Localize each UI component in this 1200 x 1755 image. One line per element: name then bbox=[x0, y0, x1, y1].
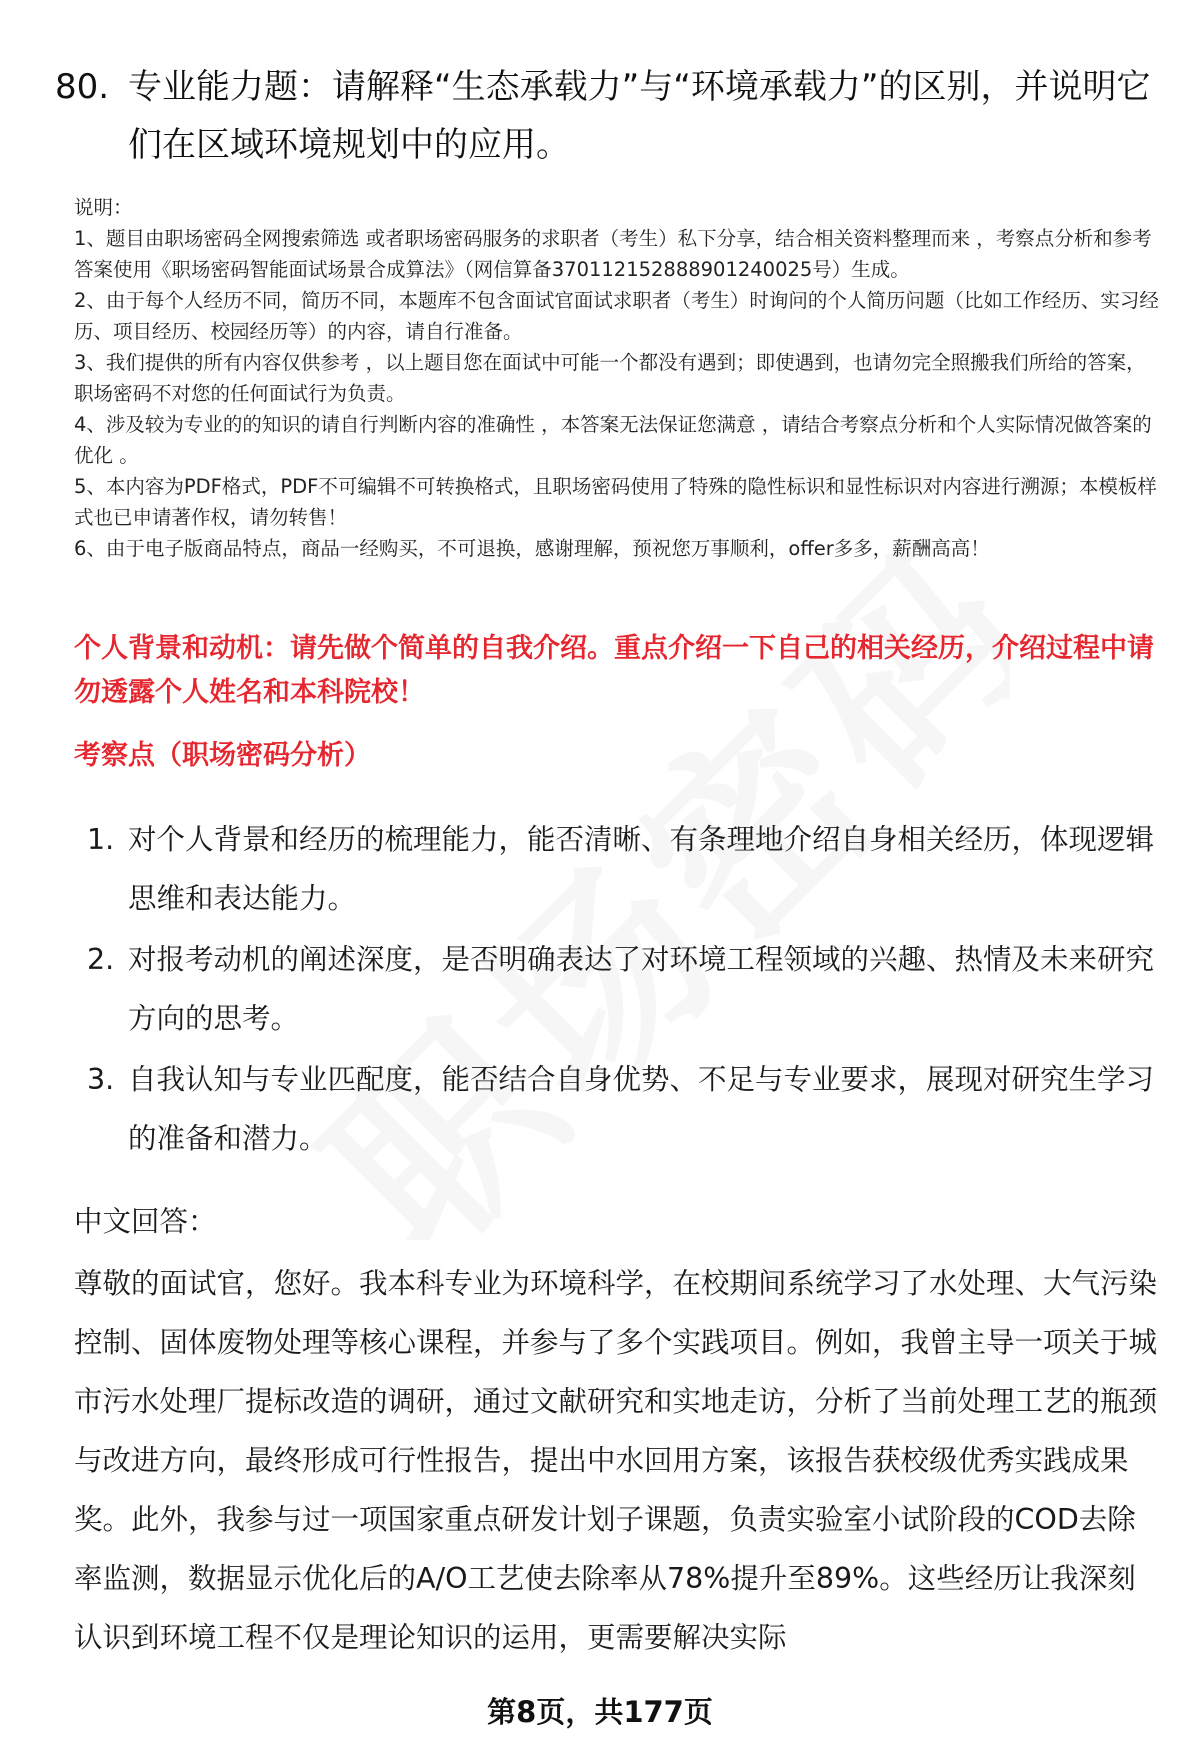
list-item-text: 自我认知与专业匹配度，能否结合自身优势、不足与专业要求，展现对研究生学习的准备和潜力。 bbox=[128, 1063, 1155, 1155]
notes-line: 4、涉及较为专业的的知识的请自行判断内容的准确性 ，本答案无法保证您满意 ，请结合考察点分析和个人实际情况做答案的优化 。 bbox=[74, 413, 1152, 467]
notes-line: 2、由于每个人经历不同，简历不同，本题库不包含面试官面试求职者（考生）时询问的个人简历问题（比如工作经历、实习经历、项目经历、校园经历等）的内容，请自行准备。 bbox=[74, 289, 1159, 343]
notes-line: 说明： bbox=[74, 196, 133, 219]
disclaimer-notes bbox=[74, 192, 1159, 564]
list-item-text: 对个人背景和经历的梳理能力，能否清晰、有条理地介绍自身相关经历，体现逻辑思维和表达能力。 bbox=[128, 823, 1155, 915]
answer-body: 尊敬的面试官，您好。我本科专业为环境科学，在校期间系统学习了水处理、大气污染控制、固体废物处理等核心课程，并参与了多个实践项目。例如，我曾主导一项关于城市污水处理厂提标改造的调研，通过文献研究和实地走访，分析了当前处理工艺的瓶颈与改进方向，最终形成可行性报告，提出中水回用方案，该报告获校级优秀实践成果奖。此外，我参与过一项国家重点研发计划子课题，负责实验室小试阶段的COD去除率监测，数据显示优化后的A/O工艺使去除率从78%提升至89%。这些经历让我深刻认识到环境工程不仅是理论知识的运用，更需要解决实际 bbox=[74, 1267, 1158, 1654]
analysis-points-list bbox=[74, 810, 1164, 1170]
notes-line: 3、我们提供的所有内容仅供参考 ，以上题目您在面试中可能一个都没有遇到；即使遇到，也请勿完全照搬我们所给的答案，职场密码不对您的任何面试行为负责。 bbox=[74, 351, 1146, 405]
list-item-number: 3. bbox=[87, 1063, 115, 1096]
sub-question-heading: 个人背景和动机：请先做个简单的自我介绍。重点介绍一下自己的相关经历，介绍过程中请勿透露个人姓名和本科院校！ bbox=[74, 633, 1154, 708]
list-item bbox=[74, 930, 1164, 1048]
list-item bbox=[74, 1050, 1164, 1168]
analysis-section-title: 考察点（职场密码分析） bbox=[74, 740, 371, 771]
question-number: 80. bbox=[55, 67, 110, 107]
list-item-number: 1. bbox=[87, 823, 115, 856]
answer-label: 中文回答： bbox=[74, 1205, 217, 1238]
question-heading bbox=[55, 58, 1155, 174]
page-footer: 第8页，共177页 bbox=[487, 1695, 713, 1729]
notes-line: 1、题目由职场密码全网搜索筛选 或者职场密码服务的求职者（考生）私下分享，结合相关资料整理而来 ，考察点分析和参考答案使用《职场密码智能面试场景合成算法》（网信算备370112152888901240025号）生成。 bbox=[74, 227, 1152, 281]
list-item-text: 对报考动机的阐述深度，是否明确表达了对环境工程领域的兴趣、热情及未来研究方向的思考。 bbox=[128, 943, 1155, 1035]
notes-line: 5、本内容为PDF格式，PDF不可编辑不可转换格式，且职场密码使用了特殊的隐性标识和显性标识对内容进行溯源；本模板样式也已申请著作权，请勿转售！ bbox=[74, 475, 1157, 529]
list-item bbox=[74, 810, 1164, 928]
list-item-number: 2. bbox=[87, 943, 115, 976]
question-text: 专业能力题：请解释“生态承载力”与“环境承载力”的区别，并说明它们在区域环境规划中的应用。 bbox=[128, 67, 1151, 165]
notes-line: 6、由于电子版商品特点，商品一经购买，不可退换，感谢理解，预祝您万事顺利，offer多多，薪酬高高！ bbox=[74, 537, 990, 560]
